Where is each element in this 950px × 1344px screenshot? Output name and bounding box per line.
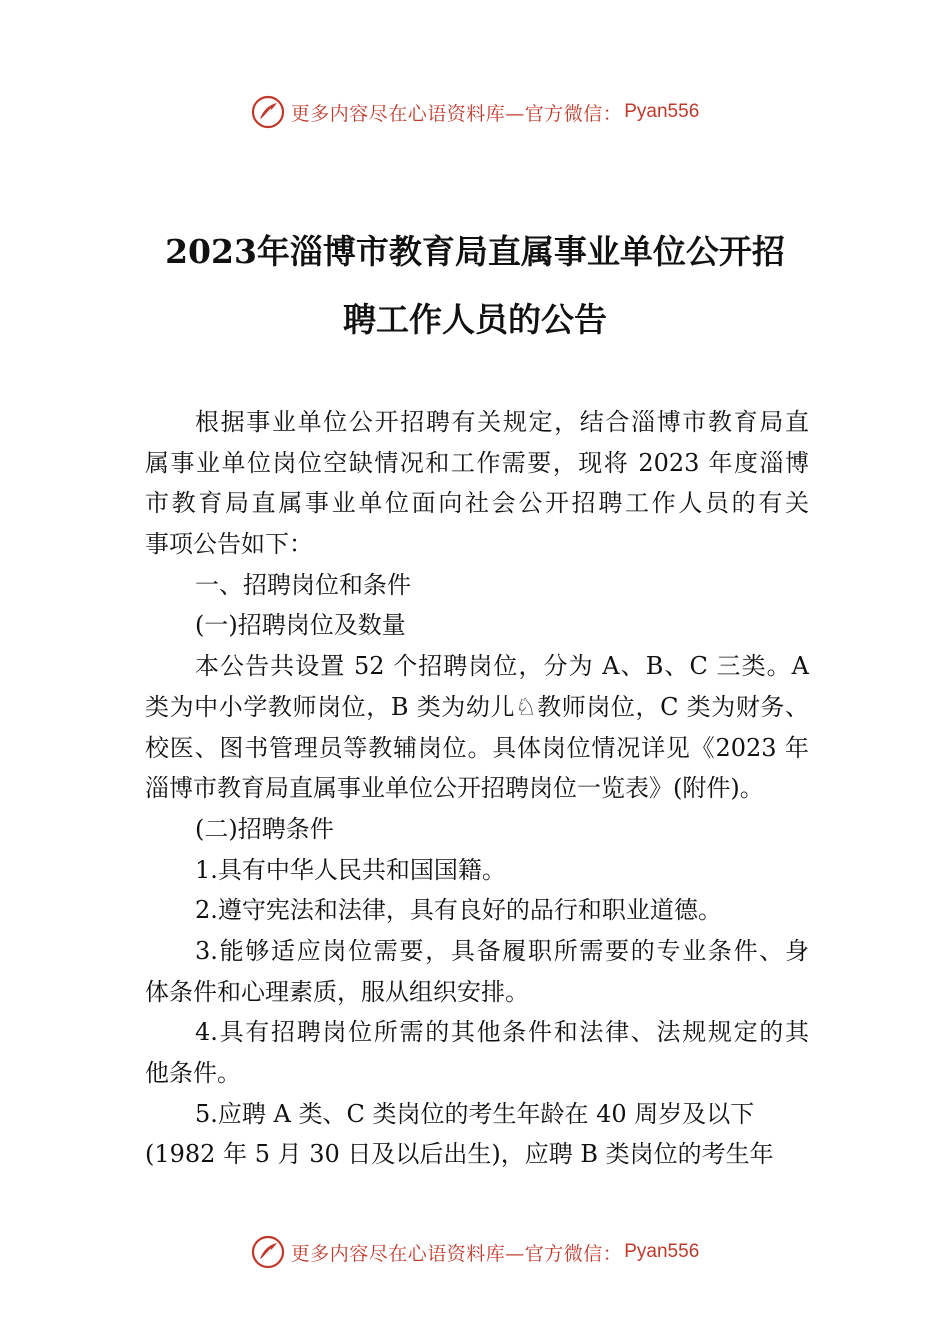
wechat-id: Pyan556 — [624, 1241, 700, 1262]
list-item: 5.应聘 A 类、C 类岗位的考生年龄在 40 周岁及以下 — [195, 1099, 755, 1128]
document-body — [145, 402, 809, 1175]
list-item: 2.遵守宪法和法律，具有良好的品行和职业道德。 — [195, 896, 722, 925]
list-item-continuation: 体条件和心理素质，服从组织安排。 — [145, 977, 529, 1006]
document-title-line-2: 聘工作人员的公告 — [343, 300, 607, 339]
body-line: 淄博市教育局直属事业单位公开招聘岗位一览表》(附件)。 — [145, 774, 764, 803]
list-item: 3.能够适应岗位需要，具备履职所需要的专业条件、身 — [195, 936, 809, 965]
body-line: 市教育局直属事业单位面向社会公开招聘工作人员的有关 — [145, 489, 809, 518]
promo-text: 更多内容尽在心语资料库—官方微信： — [290, 1242, 623, 1265]
brand-logo-icon — [251, 1235, 285, 1269]
list-item: 1.具有中华人民共和国国籍。 — [195, 855, 506, 884]
subsection-heading: (二)招聘条件 — [195, 814, 334, 843]
wechat-id: Pyan556 — [624, 101, 700, 122]
body-line: 校医、图书管理员等教辅岗位。具体岗位情况详见《2023 年 — [145, 733, 809, 762]
list-item-continuation: (1982 年 5 月 30 日及以后出生)，应聘 B 类岗位的考生年 — [145, 1140, 774, 1169]
body-line: 事项公告如下： — [145, 530, 313, 559]
document-title-line-1: 2023年淄博市教育局直属事业单位公开招 — [165, 232, 785, 271]
brand-logo-icon — [251, 95, 285, 129]
header-banner — [0, 92, 950, 132]
promo-text: 更多内容尽在心语资料库—官方微信： — [290, 102, 623, 125]
body-line: 根据事业单位公开招聘有关规定，结合淄博市教育局直 — [195, 408, 809, 436]
section-heading: 一、招聘岗位和条件 — [195, 570, 411, 599]
body-line: 属事业单位岗位空缺情况和工作需要，现将 2023 年度淄博 — [145, 448, 809, 477]
subsection-heading: (一)招聘岗位及数量 — [195, 611, 406, 640]
body-line: 类为中小学教师岗位，B 类为幼儿♘教师岗位，C 类为财务、 — [145, 692, 809, 721]
list-item: 4.具有招聘岗位所需的其他条件和法律、法规规定的其 — [195, 1018, 809, 1047]
list-item-continuation: 他条件。 — [145, 1059, 241, 1087]
footer-banner — [0, 1232, 950, 1272]
body-line: 本公告共设置 52 个招聘岗位，分为 A、B、C 三类。A — [195, 652, 809, 681]
